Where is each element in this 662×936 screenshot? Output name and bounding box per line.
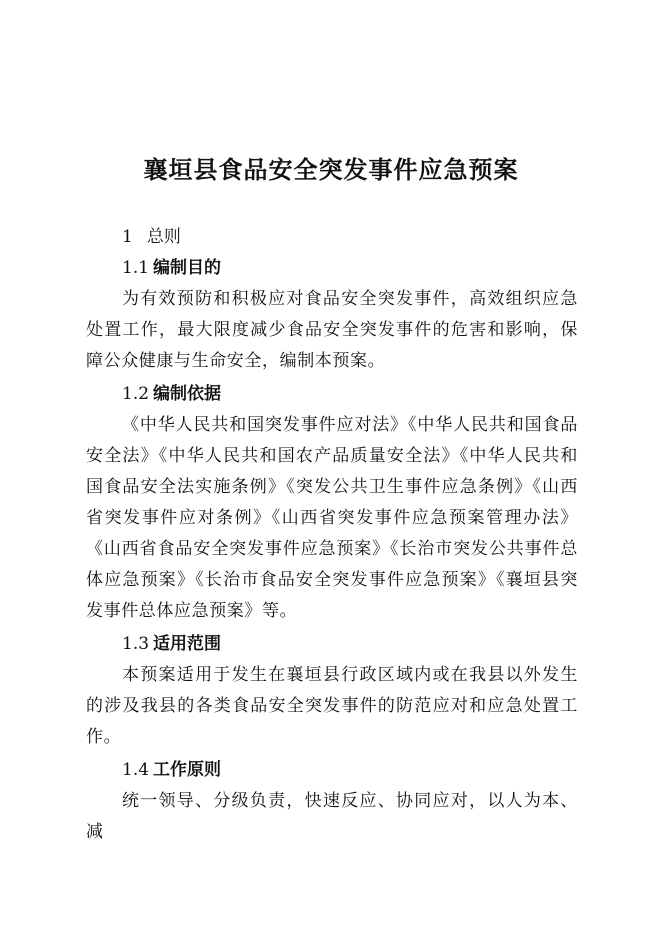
section-paragraph: 为有效预防和积极应对食品安全突发事件，高效组织应急处置工作，最大限度减少食品安全突发事件的危害和影响，保障公众健康与生命安全，编制本预案。 <box>86 289 578 371</box>
section-number: 1.2 <box>122 384 150 404</box>
section-heading <box>86 755 578 786</box>
section-title: 编制依据 <box>153 384 222 404</box>
section-title: 适用范围 <box>153 634 222 654</box>
section-paragraph: 本预案适用于发生在襄垣县行政区域内或在我县以外发生的涉及我县的各类食品安全突发事件的防范应对和应急处置工作。 <box>86 665 578 747</box>
section-number: 1.4 <box>122 760 150 780</box>
section-heading <box>86 629 578 660</box>
chapter-label: 总则 <box>146 227 181 247</box>
section-heading <box>86 253 578 284</box>
document-body <box>86 222 578 850</box>
section-title: 工作原则 <box>153 760 222 780</box>
chapter-number: 1 <box>122 227 133 247</box>
section-title: 编制目的 <box>153 258 222 278</box>
section-paragraph: 《中华人民共和国突发事件应对法》《中华人民共和国食品安全法》《中华人民共和国农产品质量安全法》《中华人民共和国食品安全法实施条例》《突发公共卫生事件应急条例》《山西省突发事件应对条例》《山西省突发事件应急预案管理办法》《山西省食品安全突发事件应急预案》《长治市突发公共事件总体应急预案》《长治市食品安全突发事件应急预案》《襄垣县突发事件总体应急预案》等。 <box>86 415 578 621</box>
chapter-heading <box>86 222 578 253</box>
section-paragraph: 统一领导、分级负责，快速反应、协同应对，以人为本、减 <box>86 791 578 842</box>
section-number: 1.3 <box>122 634 150 654</box>
section-number: 1.1 <box>122 258 150 278</box>
section-heading <box>86 379 578 410</box>
document-title: 襄垣县食品安全突发事件应急预案 <box>143 155 519 184</box>
